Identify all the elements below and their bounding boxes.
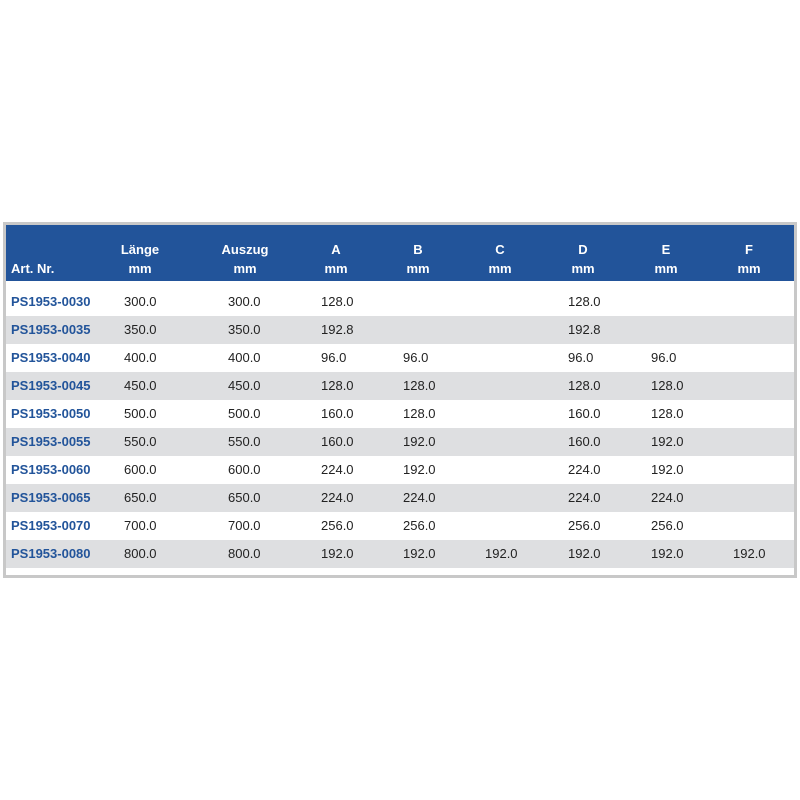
- header-d-label: D: [578, 242, 588, 257]
- cell-b: 128.0: [403, 378, 436, 393]
- table-row: [6, 400, 794, 428]
- cell-b: 192.0: [403, 462, 436, 477]
- cell-d: 128.0: [568, 294, 601, 309]
- header-e-label: E: [661, 242, 671, 257]
- cell-auszug: 300.0: [228, 294, 261, 309]
- header-f-label: F: [745, 242, 753, 257]
- cell-d: 192.0: [568, 546, 601, 561]
- cell-e: 96.0: [651, 350, 677, 365]
- header-c-unit: mm: [488, 261, 512, 276]
- header-auszug-unit: mm: [233, 261, 257, 276]
- cell-c: 192.0: [485, 546, 518, 561]
- cell-art-nr: PS1953-0060: [11, 462, 91, 477]
- header-e-unit: mm: [654, 261, 678, 276]
- cell-art-nr: PS1953-0055: [11, 434, 91, 449]
- cell-a: 128.0: [321, 294, 354, 309]
- cell-e: 192.0: [651, 546, 684, 561]
- cell-laenge: 350.0: [124, 322, 157, 337]
- cell-a: 256.0: [321, 518, 354, 533]
- cell-auszug: 450.0: [228, 378, 261, 393]
- cell-laenge: 600.0: [124, 462, 157, 477]
- cell-auszug: 700.0: [228, 518, 261, 533]
- cell-auszug: 400.0: [228, 350, 261, 365]
- cell-auszug: 550.0: [228, 434, 261, 449]
- header-b-unit: mm: [406, 261, 430, 276]
- cell-e: 256.0: [651, 518, 684, 533]
- cell-a: 160.0: [321, 434, 354, 449]
- cell-b: 192.0: [403, 546, 436, 561]
- header-a-label: A: [331, 242, 341, 257]
- cell-laenge: 800.0: [124, 546, 157, 561]
- cell-d: 256.0: [568, 518, 601, 533]
- header-art-nr-label: Art. Nr.: [11, 261, 55, 276]
- header-a: [308, 240, 364, 278]
- header-laenge: [106, 240, 174, 278]
- cell-art-nr: PS1953-0065: [11, 490, 91, 505]
- table-row: [6, 428, 794, 456]
- header-c: [472, 240, 528, 278]
- header-laenge-label: Länge: [120, 242, 160, 257]
- header-e: [638, 240, 694, 278]
- cell-laenge: 500.0: [124, 406, 157, 421]
- cell-e: 224.0: [651, 490, 684, 505]
- cell-d: 160.0: [568, 406, 601, 421]
- cell-d: 160.0: [568, 434, 601, 449]
- header-art-nr: [11, 259, 54, 278]
- cell-art-nr: PS1953-0045: [11, 378, 91, 393]
- cell-b: 96.0: [403, 350, 429, 365]
- table-row: [6, 456, 794, 484]
- cell-d: 128.0: [568, 378, 601, 393]
- cell-art-nr: PS1953-0080: [11, 546, 91, 561]
- cell-e: 128.0: [651, 378, 684, 393]
- cell-d: 96.0: [568, 350, 594, 365]
- cell-auszug: 650.0: [228, 490, 261, 505]
- cell-d: 192.8: [568, 322, 601, 337]
- header-d-unit: mm: [571, 261, 595, 276]
- cell-laenge: 450.0: [124, 378, 157, 393]
- cell-laenge: 650.0: [124, 490, 157, 505]
- cell-art-nr: PS1953-0035: [11, 322, 91, 337]
- cell-a: 224.0: [321, 462, 354, 477]
- cell-a: 160.0: [321, 406, 354, 421]
- table-row: [6, 316, 794, 344]
- table-row: [6, 540, 794, 568]
- cell-e: 128.0: [651, 406, 684, 421]
- cell-e: 192.0: [651, 462, 684, 477]
- cell-art-nr: PS1953-0040: [11, 350, 91, 365]
- table-row: [6, 372, 794, 400]
- table-row: [6, 484, 794, 512]
- cell-d: 224.0: [568, 490, 601, 505]
- dimensions-table: [3, 222, 797, 578]
- cell-art-nr: PS1953-0070: [11, 518, 91, 533]
- cell-b: 192.0: [403, 434, 436, 449]
- cell-laenge: 400.0: [124, 350, 157, 365]
- cell-a: 96.0: [321, 350, 347, 365]
- cell-b: 128.0: [403, 406, 436, 421]
- cell-a: 224.0: [321, 490, 354, 505]
- table-header: [6, 225, 794, 281]
- header-auszug-label: Auszug: [221, 242, 269, 257]
- cell-auszug: 350.0: [228, 322, 261, 337]
- cell-b: 224.0: [403, 490, 436, 505]
- header-b: [390, 240, 446, 278]
- cell-art-nr: PS1953-0050: [11, 406, 91, 421]
- cell-a: 128.0: [321, 378, 354, 393]
- cell-b: 256.0: [403, 518, 436, 533]
- cell-a: 192.0: [321, 546, 354, 561]
- header-d: [555, 240, 611, 278]
- cell-e: 192.0: [651, 434, 684, 449]
- header-auszug: [211, 240, 279, 278]
- cell-d: 224.0: [568, 462, 601, 477]
- table-row: [6, 288, 794, 316]
- cell-art-nr: PS1953-0030: [11, 294, 91, 309]
- cell-laenge: 550.0: [124, 434, 157, 449]
- cell-auszug: 800.0: [228, 546, 261, 561]
- cell-a: 192.8: [321, 322, 354, 337]
- header-c-label: C: [495, 242, 505, 257]
- table-row: [6, 344, 794, 372]
- header-b-label: B: [413, 242, 423, 257]
- cell-laenge: 700.0: [124, 518, 157, 533]
- cell-f: 192.0: [733, 546, 766, 561]
- cell-laenge: 300.0: [124, 294, 157, 309]
- header-f: [721, 240, 777, 278]
- header-f-unit: mm: [737, 261, 761, 276]
- cell-auszug: 600.0: [228, 462, 261, 477]
- cell-auszug: 500.0: [228, 406, 261, 421]
- header-a-unit: mm: [324, 261, 348, 276]
- header-laenge-unit: mm: [128, 261, 152, 276]
- table-row: [6, 512, 794, 540]
